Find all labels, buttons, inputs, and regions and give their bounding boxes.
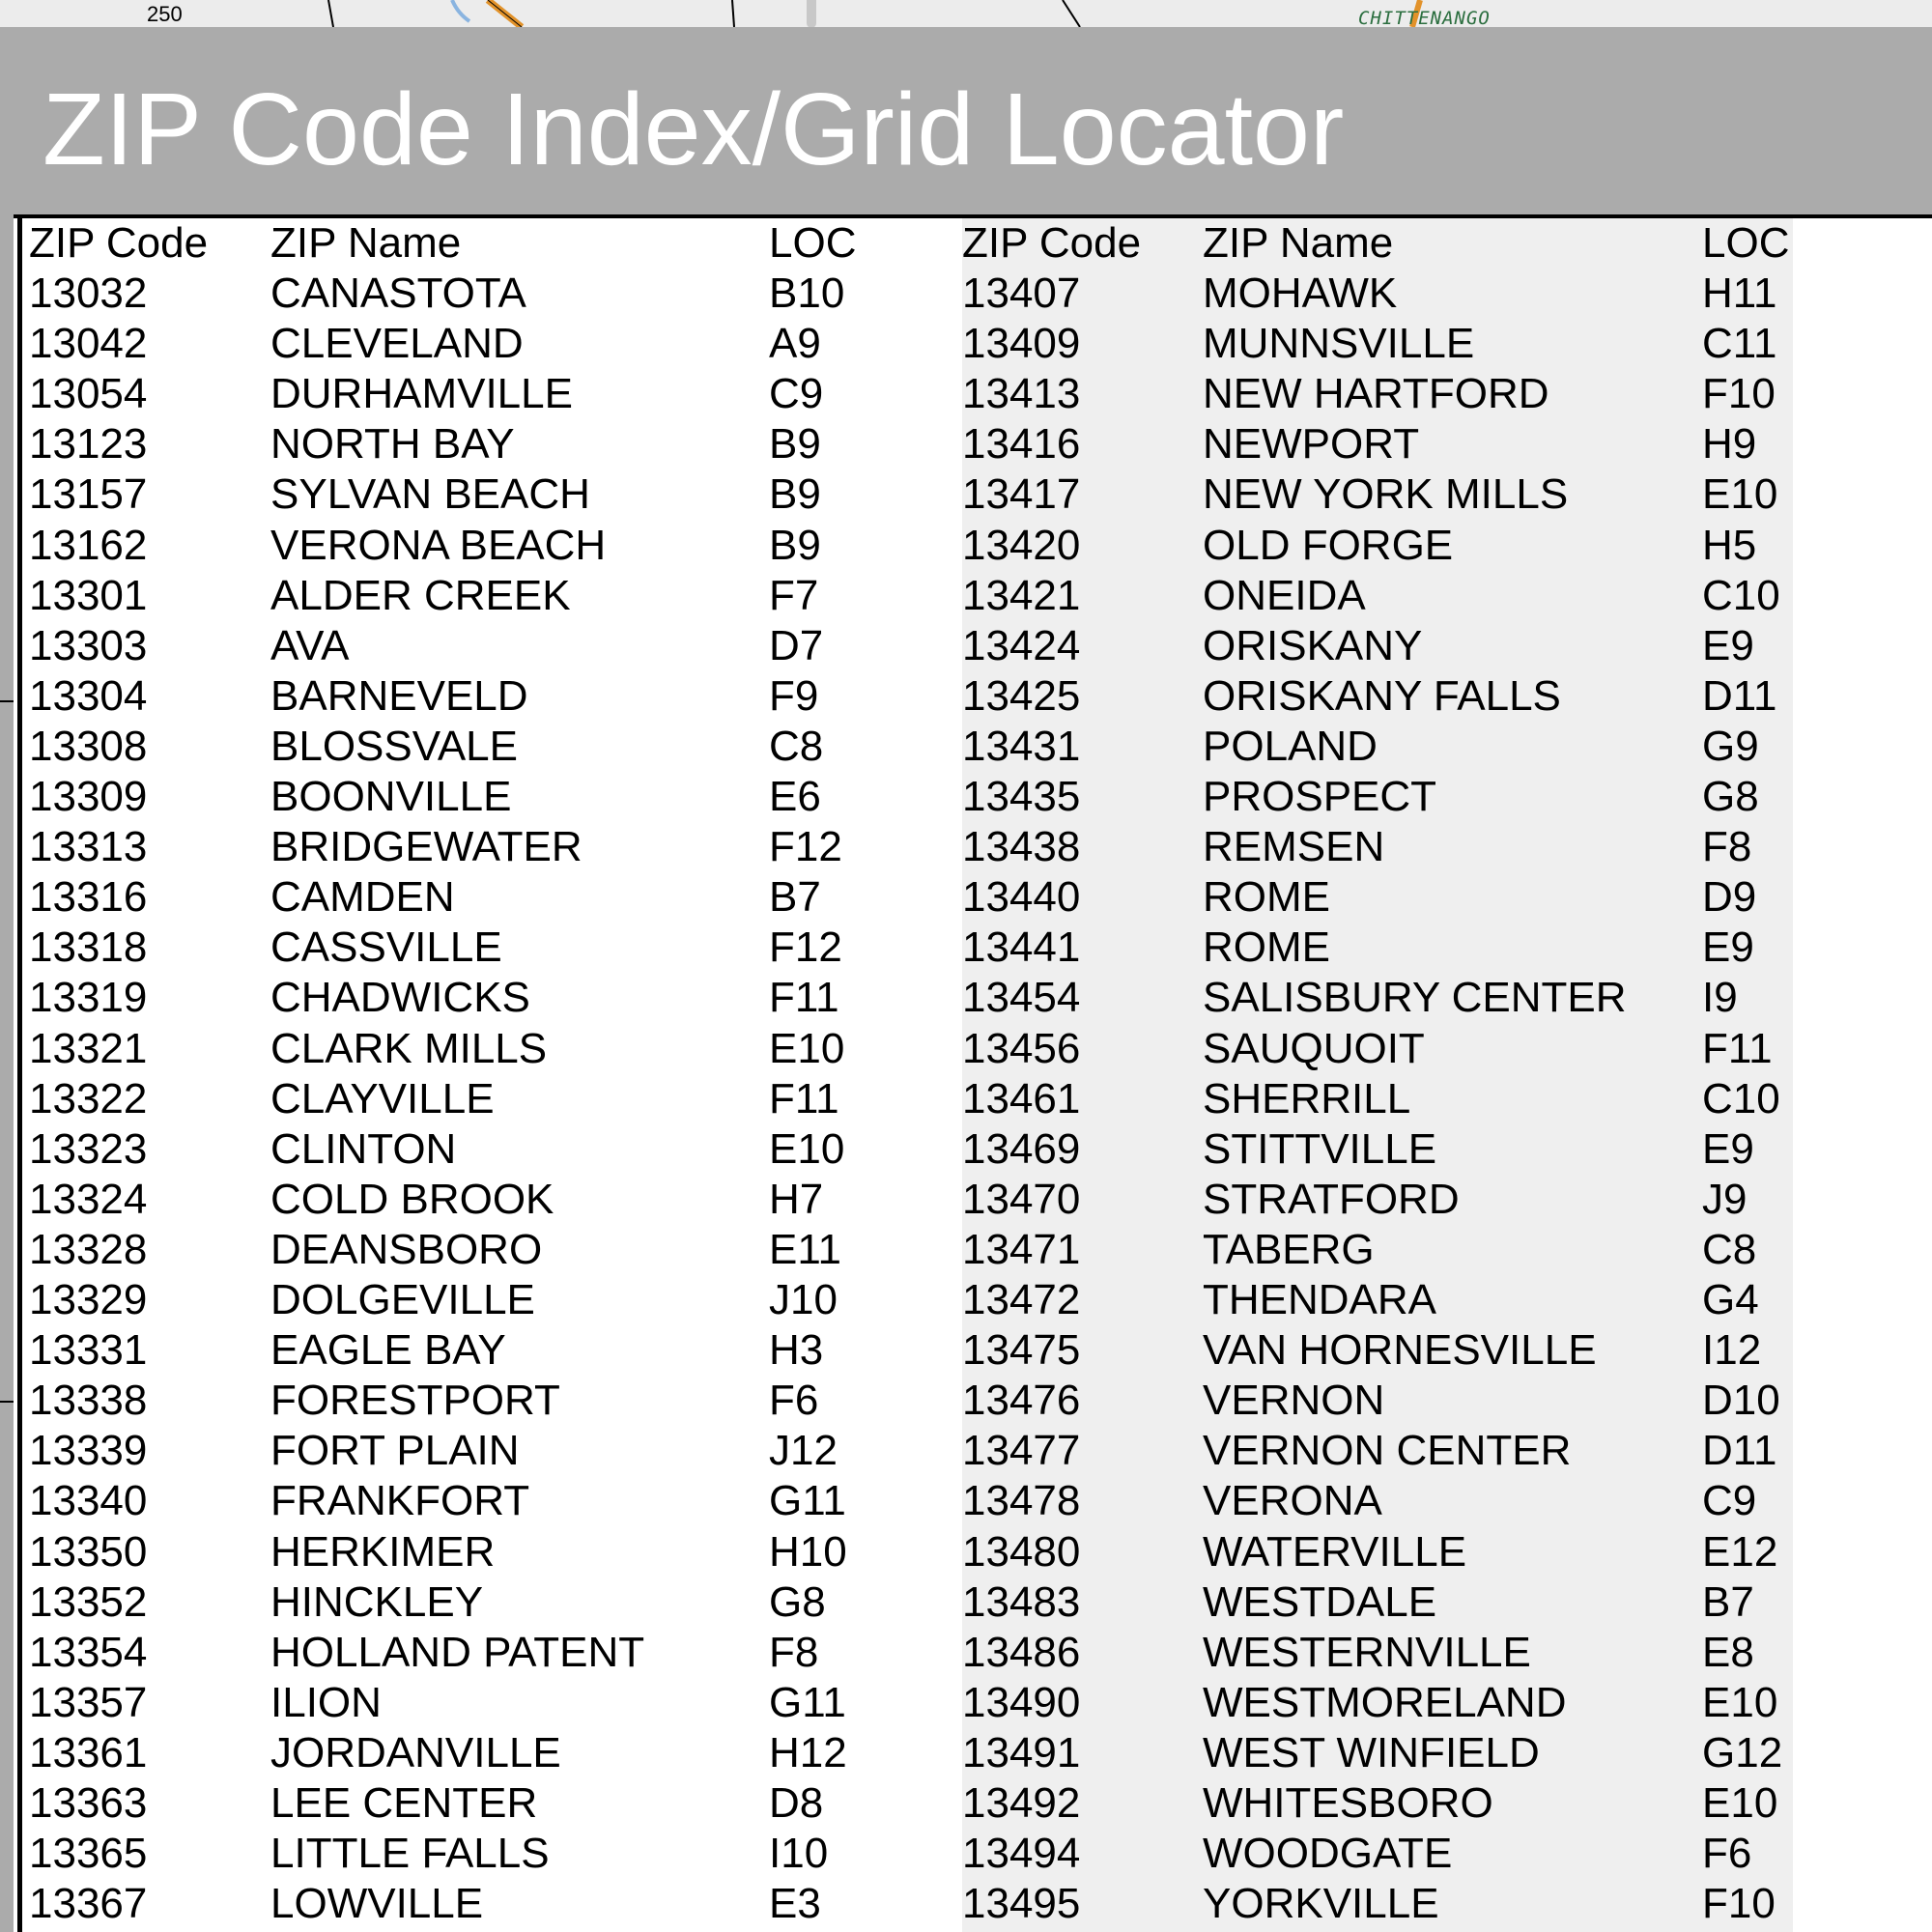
left-row-grid-loc: J12 (769, 1427, 838, 1474)
right-row-zip-name: TABERG (1203, 1226, 1375, 1273)
left-row-zip-name: DURHAMVILLE (270, 370, 573, 417)
right-row-zip-name: THENDARA (1203, 1276, 1437, 1323)
right-row-zip-code: 13409 (962, 320, 1081, 367)
left-row-zip-name: CAMDEN (270, 873, 455, 921)
right-row-zip-name: VAN HORNESVILLE (1203, 1326, 1597, 1374)
right-row-zip-name: ORISKANY FALLS (1203, 672, 1561, 720)
left-row-zip-name: LOWVILLE (270, 1880, 484, 1927)
left-row-zip-name: CLINTON (270, 1125, 457, 1173)
right-row-zip-code: 13490 (962, 1679, 1081, 1726)
left-row-zip-name: JORDANVILLE (270, 1729, 561, 1776)
right-row-zip-name: STRATFORD (1203, 1176, 1460, 1223)
right-row-grid-loc: G9 (1702, 723, 1759, 770)
right-row-zip-code: 13470 (962, 1176, 1081, 1223)
left-row-zip-name: BRIDGEWATER (270, 823, 582, 870)
right-row-zip-code: 13492 (962, 1779, 1081, 1827)
right-row-zip-code: 13441 (962, 923, 1081, 971)
route-label: 250 (147, 2, 183, 26)
right-row-zip-code: 13417 (962, 470, 1081, 518)
left-row-grid-loc: B10 (769, 270, 845, 317)
right-row-grid-loc: E8 (1702, 1629, 1754, 1676)
left-row-zip-name: VERONA BEACH (270, 522, 607, 569)
left-row-zip-code: 13331 (29, 1326, 148, 1374)
right-row-zip-name: SHERRILL (1203, 1075, 1411, 1122)
right-row-zip-name: VERNON (1203, 1377, 1385, 1424)
right-row-zip-code: 13480 (962, 1528, 1081, 1576)
left-row-zip-name: BOONVILLE (270, 773, 512, 820)
left-row-zip-name: DEANSBORO (270, 1226, 543, 1273)
left-row-zip-code: 13032 (29, 270, 148, 317)
right-row-grid-loc: J9 (1702, 1176, 1747, 1223)
left-row-zip-code: 13304 (29, 672, 148, 720)
left-row-zip-name: CLEVELAND (270, 320, 524, 367)
left-row-grid-loc: F11 (769, 974, 839, 1021)
right-row-grid-loc: E10 (1702, 470, 1778, 518)
left-row-grid-loc: G11 (769, 1679, 846, 1726)
right-row-zip-name: MUNNSVILLE (1203, 320, 1475, 367)
right-row-grid-loc: H11 (1702, 270, 1777, 317)
left-row-zip-code: 13308 (29, 723, 148, 770)
right-row-grid-loc: G12 (1702, 1729, 1783, 1776)
left-row-zip-code: 13354 (29, 1629, 148, 1676)
left-row-grid-loc: G8 (769, 1578, 826, 1626)
right-row-grid-loc: I9 (1702, 974, 1738, 1021)
right-row-grid-loc: E9 (1702, 923, 1754, 971)
right-row-zip-name: ROME (1203, 923, 1330, 971)
left-row-grid-loc: B9 (769, 522, 821, 569)
right-row-grid-loc: F10 (1702, 370, 1776, 417)
right-row-grid-loc: H5 (1702, 522, 1757, 569)
left-row-grid-loc: E11 (769, 1226, 842, 1273)
right-row-zip-name: WESTDALE (1203, 1578, 1437, 1626)
right-row-zip-code: 13431 (962, 723, 1081, 770)
left-row-grid-loc: F7 (769, 572, 819, 619)
header-zip-code: ZIP Code (29, 219, 209, 267)
left-row-grid-loc: A9 (769, 320, 821, 367)
left-row-grid-loc: G11 (769, 1477, 846, 1524)
right-row-zip-code: 13478 (962, 1477, 1081, 1524)
left-row-zip-name: BARNEVELD (270, 672, 528, 720)
right-row-grid-loc: E9 (1702, 1125, 1754, 1173)
left-row-zip-name: CHADWICKS (270, 974, 530, 1021)
left-row-grid-loc: B9 (769, 420, 821, 468)
left-row-grid-loc: E10 (769, 1025, 845, 1072)
town-label: CHITTENANGO (1358, 8, 1491, 27)
right-row-zip-code: 13413 (962, 370, 1081, 417)
right-row-zip-code: 13440 (962, 873, 1081, 921)
right-row-grid-loc: C8 (1702, 1226, 1757, 1273)
left-row-zip-name: FRANKFORT (270, 1477, 530, 1524)
page-title: ZIP Code Index/Grid Locator (43, 72, 1345, 186)
left-row-zip-code: 13054 (29, 370, 148, 417)
right-row-zip-code: 13416 (962, 420, 1081, 468)
right-row-zip-code: 13425 (962, 672, 1081, 720)
edge-tick (0, 700, 14, 702)
left-row-grid-loc: F8 (769, 1629, 819, 1676)
left-row-zip-code: 13321 (29, 1025, 148, 1072)
left-edge-border (0, 27, 14, 1932)
right-row-zip-name: SALISBURY CENTER (1203, 974, 1627, 1021)
left-row-zip-code: 13123 (29, 420, 148, 468)
right-row-zip-code: 13475 (962, 1326, 1081, 1374)
right-row-grid-loc: F8 (1702, 823, 1752, 870)
right-row-zip-code: 13407 (962, 270, 1081, 317)
right-row-grid-loc: B7 (1702, 1578, 1754, 1626)
right-row-zip-name: VERNON CENTER (1203, 1427, 1572, 1474)
left-row-zip-code: 13329 (29, 1276, 148, 1323)
left-row-grid-loc: H10 (769, 1528, 847, 1576)
right-row-zip-code: 13435 (962, 773, 1081, 820)
left-row-zip-name: LITTLE FALLS (270, 1830, 550, 1877)
header-loc: LOC (769, 219, 857, 267)
left-row-zip-name: ILION (270, 1679, 382, 1726)
right-row-zip-name: WESTERNVILLE (1203, 1629, 1531, 1676)
right-row-zip-code: 13495 (962, 1880, 1081, 1927)
right-row-zip-name: ORISKANY (1203, 622, 1423, 669)
left-row-zip-code: 13363 (29, 1779, 148, 1827)
left-row-zip-code: 13361 (29, 1729, 148, 1776)
header-loc: LOC (1702, 219, 1790, 267)
right-row-zip-code: 13461 (962, 1075, 1081, 1122)
left-row-grid-loc: E10 (769, 1125, 845, 1173)
left-row-zip-code: 13042 (29, 320, 148, 367)
right-row-grid-loc: H9 (1702, 420, 1757, 468)
right-row-zip-name: NEW YORK MILLS (1203, 470, 1569, 518)
left-row-grid-loc: D7 (769, 622, 824, 669)
right-row-grid-loc: C10 (1702, 572, 1780, 619)
left-row-zip-code: 13357 (29, 1679, 148, 1726)
left-row-zip-name: CLAYVILLE (270, 1075, 495, 1122)
left-row-grid-loc: H7 (769, 1176, 824, 1223)
right-row-zip-code: 13476 (962, 1377, 1081, 1424)
right-row-zip-code: 13472 (962, 1276, 1081, 1323)
left-row-zip-code: 13309 (29, 773, 148, 820)
left-row-zip-name: SYLVAN BEACH (270, 470, 590, 518)
left-row-zip-code: 13328 (29, 1226, 148, 1273)
right-row-zip-code: 13469 (962, 1125, 1081, 1173)
left-row-zip-code: 13318 (29, 923, 148, 971)
left-row-zip-code: 13340 (29, 1477, 148, 1524)
left-row-zip-code: 13365 (29, 1830, 148, 1877)
left-row-zip-code: 13323 (29, 1125, 148, 1173)
right-row-zip-code: 13477 (962, 1427, 1081, 1474)
header-zip-name: ZIP Name (1203, 219, 1394, 267)
left-row-zip-code: 13301 (29, 572, 148, 619)
left-row-zip-name: DOLGEVILLE (270, 1276, 535, 1323)
left-row-zip-name: COLD BROOK (270, 1176, 554, 1223)
right-row-zip-name: MOHAWK (1203, 270, 1398, 317)
left-row-zip-code: 13313 (29, 823, 148, 870)
left-row-grid-loc: J10 (769, 1276, 838, 1323)
right-row-grid-loc: F11 (1702, 1025, 1773, 1072)
left-row-zip-name: NORTH BAY (270, 420, 515, 468)
right-row-grid-loc: I12 (1702, 1326, 1762, 1374)
right-row-zip-name: NEW HARTFORD (1203, 370, 1549, 417)
left-row-zip-code: 13322 (29, 1075, 148, 1122)
map-lines (0, 0, 1932, 27)
left-row-zip-code: 13162 (29, 522, 148, 569)
left-row-grid-loc: C8 (769, 723, 824, 770)
left-row-zip-code: 13319 (29, 974, 148, 1021)
left-row-zip-code: 13316 (29, 873, 148, 921)
right-row-zip-name: VERONA (1203, 1477, 1382, 1524)
left-row-zip-name: CANASTOTA (270, 270, 526, 317)
right-row-zip-code: 13494 (962, 1830, 1081, 1877)
left-row-grid-loc: H3 (769, 1326, 824, 1374)
right-row-grid-loc: C11 (1702, 320, 1777, 367)
right-row-grid-loc: E10 (1702, 1679, 1778, 1726)
header-zip-code: ZIP Code (962, 219, 1142, 267)
right-row-zip-name: STITTVILLE (1203, 1125, 1437, 1173)
right-row-grid-loc: D10 (1702, 1377, 1780, 1424)
left-row-zip-name: AVA (270, 622, 350, 669)
left-row-grid-loc: B7 (769, 873, 821, 921)
right-row-zip-code: 13491 (962, 1729, 1081, 1776)
right-row-grid-loc: G4 (1702, 1276, 1759, 1323)
left-row-grid-loc: F11 (769, 1075, 839, 1122)
right-row-zip-name: WESTMORELAND (1203, 1679, 1567, 1726)
right-row-grid-loc: E9 (1702, 622, 1754, 669)
right-row-zip-name: YORKVILLE (1203, 1880, 1439, 1927)
left-row-zip-name: BLOSSVALE (270, 723, 518, 770)
right-row-zip-name: SAUQUOIT (1203, 1025, 1425, 1072)
left-row-zip-name: CASSVILLE (270, 923, 502, 971)
right-row-zip-name: WOODGATE (1203, 1830, 1453, 1877)
left-row-zip-code: 13157 (29, 470, 148, 518)
right-row-zip-code: 13483 (962, 1578, 1081, 1626)
right-row-zip-code: 13424 (962, 622, 1081, 669)
right-row-grid-loc: E10 (1702, 1779, 1778, 1827)
left-row-zip-name: EAGLE BAY (270, 1326, 506, 1374)
left-row-zip-name: FORESTPORT (270, 1377, 560, 1424)
left-row-zip-code: 13367 (29, 1880, 148, 1927)
right-row-zip-code: 13486 (962, 1629, 1081, 1676)
left-row-grid-loc: F6 (769, 1377, 819, 1424)
left-row-grid-loc: C9 (769, 370, 824, 417)
left-row-zip-code: 13352 (29, 1578, 148, 1626)
right-row-zip-name: OLD FORGE (1203, 522, 1454, 569)
left-row-grid-loc: I10 (769, 1830, 829, 1877)
left-row-zip-name: CLARK MILLS (270, 1025, 548, 1072)
right-row-zip-name: POLAND (1203, 723, 1378, 770)
right-row-zip-code: 13438 (962, 823, 1081, 870)
left-row-zip-code: 13339 (29, 1427, 148, 1474)
title-bar (14, 27, 1932, 214)
left-row-zip-name: HINCKLEY (270, 1578, 484, 1626)
left-row-zip-name: LEE CENTER (270, 1779, 538, 1827)
right-row-zip-name: REMSEN (1203, 823, 1385, 870)
left-row-zip-code: 13350 (29, 1528, 148, 1576)
left-row-zip-name: HOLLAND PATENT (270, 1629, 645, 1676)
left-row-zip-code: 13324 (29, 1176, 148, 1223)
left-row-grid-loc: D8 (769, 1779, 824, 1827)
left-row-grid-loc: F9 (769, 672, 819, 720)
right-row-zip-name: WHITESBORO (1203, 1779, 1493, 1827)
right-row-grid-loc: D11 (1702, 1427, 1777, 1474)
right-row-zip-name: ONEIDA (1203, 572, 1366, 619)
right-row-zip-code: 13471 (962, 1226, 1081, 1273)
table-left-rule (17, 214, 22, 1932)
left-row-grid-loc: B9 (769, 470, 821, 518)
left-row-zip-code: 13303 (29, 622, 148, 669)
right-row-zip-name: ROME (1203, 873, 1330, 921)
right-row-zip-name: PROSPECT (1203, 773, 1437, 820)
left-row-grid-loc: F12 (769, 923, 842, 971)
right-row-zip-code: 13421 (962, 572, 1081, 619)
right-row-grid-loc: E12 (1702, 1528, 1778, 1576)
right-row-zip-code: 13454 (962, 974, 1081, 1021)
header-zip-name: ZIP Name (270, 219, 462, 267)
left-row-zip-name: ALDER CREEK (270, 572, 571, 619)
right-row-grid-loc: F6 (1702, 1830, 1752, 1877)
right-row-zip-name: WATERVILLE (1203, 1528, 1467, 1576)
left-row-grid-loc: F12 (769, 823, 842, 870)
left-row-zip-code: 13338 (29, 1377, 148, 1424)
right-row-grid-loc: D9 (1702, 873, 1757, 921)
edge-tick (0, 1401, 14, 1403)
left-row-grid-loc: E3 (769, 1880, 821, 1927)
left-row-grid-loc: E6 (769, 773, 821, 820)
right-row-zip-code: 13420 (962, 522, 1081, 569)
map-fragment (0, 0, 1932, 27)
left-row-grid-loc: H12 (769, 1729, 847, 1776)
right-row-grid-loc: C10 (1702, 1075, 1780, 1122)
left-row-zip-name: FORT PLAIN (270, 1427, 520, 1474)
right-row-grid-loc: C9 (1702, 1477, 1757, 1524)
right-row-zip-code: 13456 (962, 1025, 1081, 1072)
right-row-grid-loc: G8 (1702, 773, 1759, 820)
right-row-grid-loc: F10 (1702, 1880, 1776, 1927)
right-row-zip-name: WEST WINFIELD (1203, 1729, 1540, 1776)
right-row-grid-loc: D11 (1702, 672, 1777, 720)
right-row-zip-name: NEWPORT (1203, 420, 1420, 468)
left-row-zip-name: HERKIMER (270, 1528, 496, 1576)
